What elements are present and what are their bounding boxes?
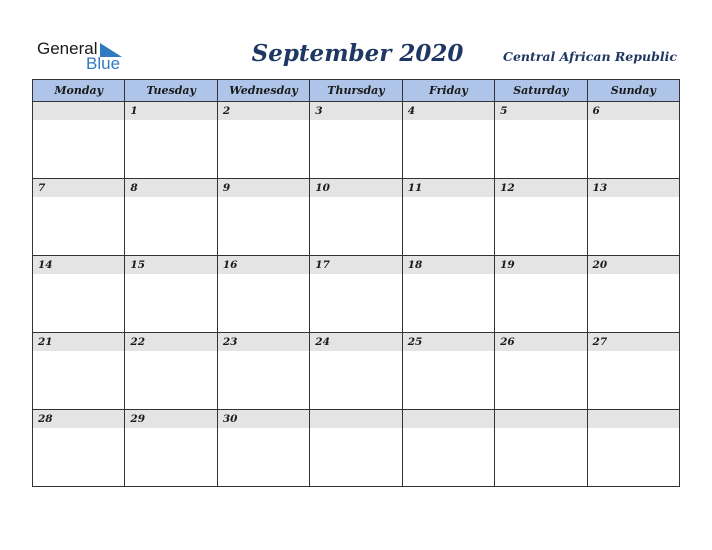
weekday-header: Thursday <box>310 80 402 102</box>
day-cell <box>402 179 494 256</box>
day-number <box>310 410 401 428</box>
day-number: 26 <box>495 333 586 351</box>
day-cell <box>33 333 125 410</box>
week-row <box>33 333 680 410</box>
day-cell <box>310 102 402 179</box>
day-cell <box>33 179 125 256</box>
day-number <box>403 410 494 428</box>
day-cell <box>587 179 679 256</box>
day-number: 30 <box>218 410 309 428</box>
day-cell <box>310 333 402 410</box>
day-cell <box>33 102 125 179</box>
logo-text-blue: Blue <box>86 54 121 73</box>
weekday-header: Monday <box>33 80 125 102</box>
general-blue-logo <box>37 40 137 74</box>
day-cell <box>495 256 587 333</box>
day-cell <box>402 410 494 487</box>
day-cell <box>125 256 217 333</box>
day-cell <box>310 410 402 487</box>
day-cell <box>587 410 679 487</box>
day-number: 1 <box>125 102 216 120</box>
day-cell <box>495 179 587 256</box>
day-cell <box>495 102 587 179</box>
day-cell <box>217 333 309 410</box>
logo-text-general: General <box>37 39 98 58</box>
day-number: 10 <box>310 179 401 197</box>
day-number: 3 <box>310 102 401 120</box>
day-number: 21 <box>33 333 124 351</box>
day-number: 14 <box>33 256 124 274</box>
day-number: 7 <box>33 179 124 197</box>
week-row <box>33 410 680 487</box>
day-number: 28 <box>33 410 124 428</box>
day-number: 13 <box>588 179 679 197</box>
week-row <box>33 179 680 256</box>
day-number: 17 <box>310 256 401 274</box>
day-number: 20 <box>588 256 679 274</box>
day-number: 6 <box>588 102 679 120</box>
day-cell <box>587 333 679 410</box>
day-number: 5 <box>495 102 586 120</box>
day-cell <box>125 179 217 256</box>
day-cell <box>495 333 587 410</box>
calendar-grid <box>32 79 680 487</box>
day-number: 24 <box>310 333 401 351</box>
day-number: 15 <box>125 256 216 274</box>
day-cell <box>125 410 217 487</box>
day-cell <box>310 256 402 333</box>
day-cell <box>310 179 402 256</box>
day-number: 18 <box>403 256 494 274</box>
day-number: 11 <box>403 179 494 197</box>
day-cell <box>217 256 309 333</box>
day-number: 2 <box>218 102 309 120</box>
day-cell <box>217 179 309 256</box>
weekday-header: Tuesday <box>125 80 217 102</box>
weekday-header: Saturday <box>495 80 587 102</box>
day-cell <box>33 256 125 333</box>
day-cell <box>587 102 679 179</box>
day-number: 27 <box>588 333 679 351</box>
day-number: 16 <box>218 256 309 274</box>
day-cell <box>587 256 679 333</box>
day-number: 29 <box>125 410 216 428</box>
day-cell <box>125 102 217 179</box>
country-name: Central African Republic <box>503 49 677 64</box>
week-row <box>33 102 680 179</box>
day-number: 23 <box>218 333 309 351</box>
day-cell <box>217 410 309 487</box>
day-cell <box>402 333 494 410</box>
week-row <box>33 256 680 333</box>
day-number <box>495 410 586 428</box>
day-cell <box>33 410 125 487</box>
calendar-title: September 2020 <box>251 40 464 67</box>
day-number: 12 <box>495 179 586 197</box>
day-cell <box>402 102 494 179</box>
weekday-header-row <box>33 80 680 102</box>
day-cell <box>217 102 309 179</box>
day-cell <box>402 256 494 333</box>
day-cell <box>495 410 587 487</box>
day-cell <box>125 333 217 410</box>
day-number: 9 <box>218 179 309 197</box>
day-number: 8 <box>125 179 216 197</box>
weekday-header: Wednesday <box>217 80 309 102</box>
day-number: 19 <box>495 256 586 274</box>
day-number: 25 <box>403 333 494 351</box>
day-number <box>588 410 679 428</box>
day-number: 22 <box>125 333 216 351</box>
weekday-header: Sunday <box>587 80 679 102</box>
weekday-header: Friday <box>402 80 494 102</box>
day-number <box>33 102 124 120</box>
day-number: 4 <box>403 102 494 120</box>
